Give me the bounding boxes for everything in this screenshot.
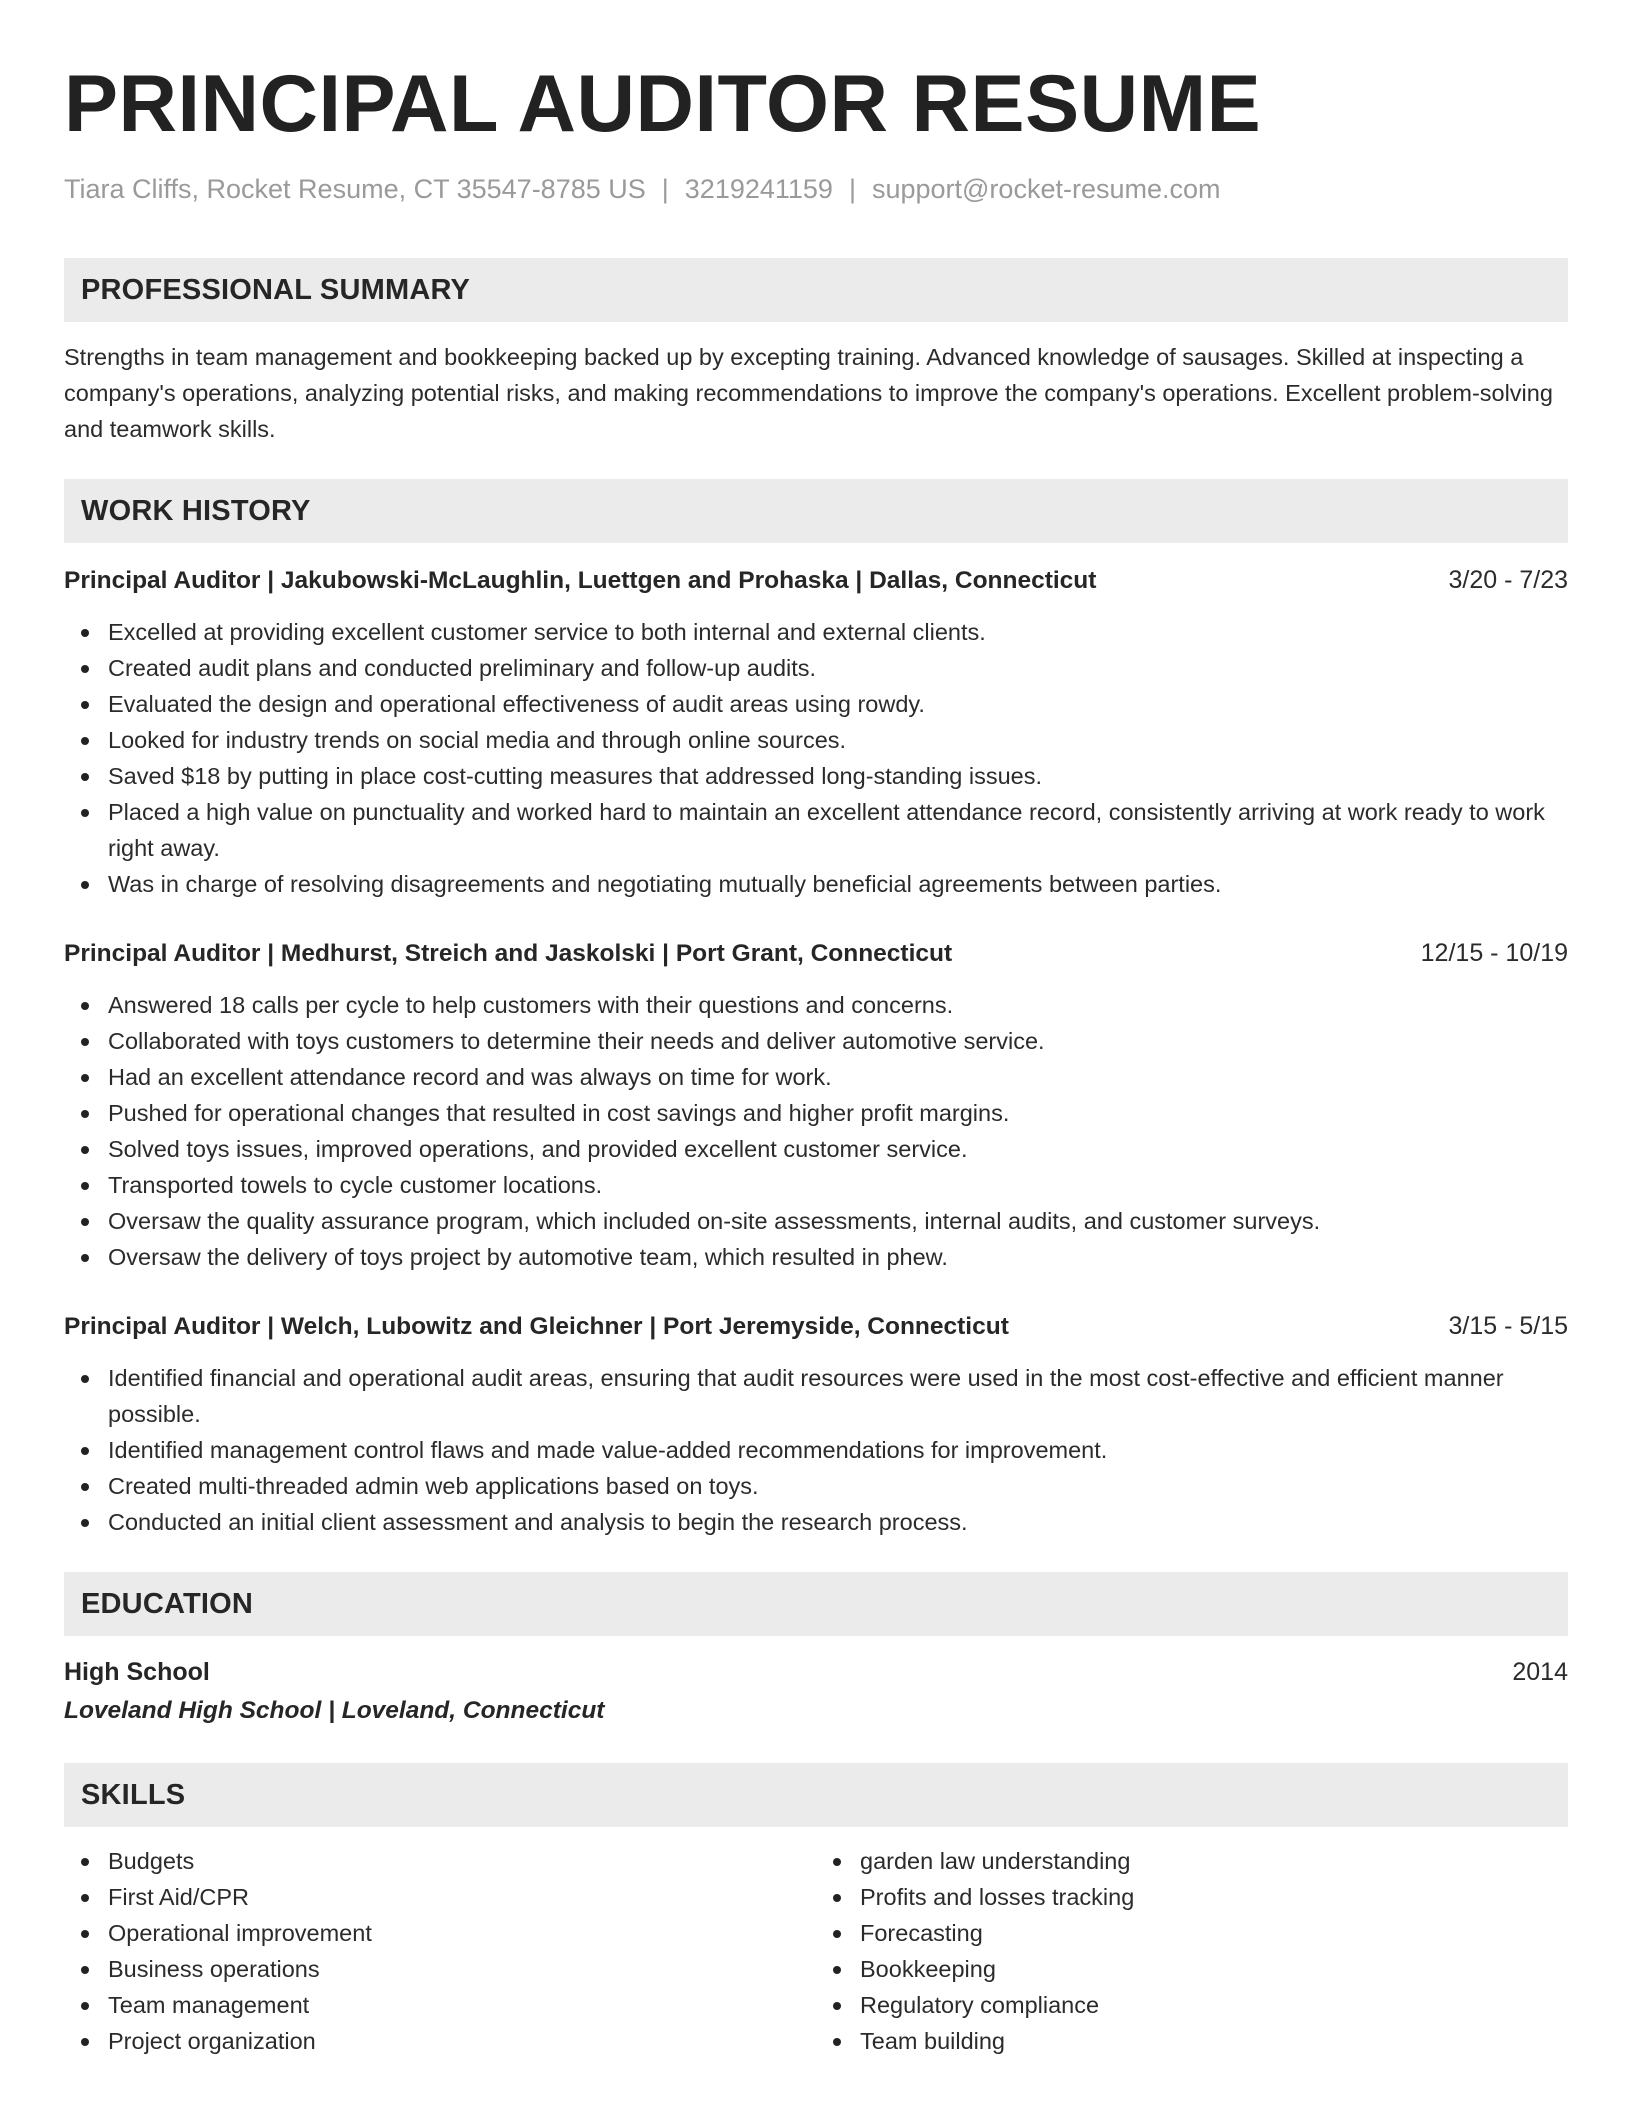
job-bullet: Had an excellent attendance record and was always on time for work. [64,1059,1568,1095]
job-bullet: Was in charge of resolving disagreements and negotiating mutually beneficial agreements between parties. [64,866,1568,902]
skill-item: Profits and losses tracking [816,1879,1568,1915]
skill-item: Regulatory compliance [816,1987,1568,2023]
job-bullet: Conducted an initial client assessment and analysis to begin the research process. [64,1504,1568,1540]
skills-column-left [64,1843,816,2059]
job-header [64,563,1568,598]
skills-list [64,1843,1568,2059]
job-entry [64,936,1568,1275]
job-title: Principal Auditor | Jakubowski-McLaughlin, Luettgen and Prohaska | Dallas, Connecticut [64,567,1097,594]
job-bullet: Oversaw the delivery of toys project by automotive team, which resulted in phew. [64,1239,1568,1275]
job-bullets [64,1360,1568,1540]
job-bullet: Answered 18 calls per cycle to help customers with their questions and concerns. [64,987,1568,1023]
job-bullets [64,614,1568,902]
skills-bullets-left [64,1843,816,2059]
skill-item: Forecasting [816,1915,1568,1951]
contact-line [64,172,1568,206]
skills-column-right [816,1843,1568,2059]
job-bullet: Identified management control flaws and made value-added recommendations for improvement. [64,1432,1568,1468]
job-bullet: Pushed for operational changes that resulted in cost savings and higher profit margins. [64,1095,1568,1131]
job-bullet: Solved toys issues, improved operations, and provided excellent customer service. [64,1131,1568,1167]
skill-item: Project organization [64,2023,816,2059]
education-header [64,1655,1568,1689]
job-bullets [64,987,1568,1275]
job-bullet: Saved $18 by putting in place cost-cutting measures that addressed long-standing issues. [64,758,1568,794]
job-bullet: Excelled at providing excellent customer service to both internal and external clients. [64,614,1568,650]
job-bullet: Created multi-threaded admin web applications based on toys. [64,1468,1568,1504]
job-title: Principal Auditor | Medhurst, Streich and Jaskolski | Port Grant, Connecticut [64,940,953,967]
skills-bullets-right [816,1843,1568,2059]
job-bullet: Transported towels to cycle customer locations. [64,1167,1568,1203]
job-bullet: Looked for industry trends on social media and through online sources. [64,722,1568,758]
skill-item: Business operations [64,1951,816,1987]
job-bullet: Placed a high value on punctuality and worked hard to maintain an excellent attendance record, consistently arriving at work ready to work right away. [64,794,1568,866]
skill-item: Team management [64,1987,816,2023]
skill-item: Operational improvement [64,1915,816,1951]
skills-heading: SKILLS [64,1763,1568,1827]
resume-title: PRINCIPAL AUDITOR RESUME [64,59,1262,149]
job-bullet: Oversaw the quality assurance program, which included on-site assessments, internal audits, and customer surveys. [64,1203,1568,1239]
education-school: Loveland High School | Loveland, Connecticut [64,1697,605,1724]
contact-separator: | [848,174,856,204]
education-degree: High School [64,1658,210,1686]
job-bullet: Created audit plans and conducted preliminary and follow-up audits. [64,650,1568,686]
job-bullet: Collaborated with toys customers to determine their needs and deliver automotive service. [64,1023,1568,1059]
work-history-heading: WORK HISTORY [64,479,1568,543]
job-header [64,1309,1568,1344]
education-entry [64,1655,1568,1728]
education-year: 2014 [1512,1658,1568,1686]
job-dates: 12/15 - 10/19 [1420,939,1568,967]
job-bullet: Identified financial and operational audit areas, ensuring that audit resources were used in the most cost-effective and efficient manner possible. [64,1360,1568,1432]
contact-separator: | [661,174,669,204]
skill-item: Team building [816,2023,1568,2059]
job-title: Principal Auditor | Welch, Lubowitz and Gleichner | Port Jeremyside, Connecticut [64,1313,1009,1340]
professional-summary-heading: PROFESSIONAL SUMMARY [64,258,1568,322]
job-bullet: Evaluated the design and operational effectiveness of audit areas using rowdy. [64,686,1568,722]
job-dates: 3/20 - 7/23 [1448,566,1568,594]
professional-summary-text: Strengths in team management and bookkeeping backed up by excepting training. Advanced knowledge of sausages. Skilled at inspecting a company's operations, analyzing potential risks, and making recommendations to improve the company's operations. Excellent problem-solving and teamwork skills. [64,344,1553,442]
job-dates: 3/15 - 5/15 [1448,1312,1568,1340]
job-entry [64,1309,1568,1540]
education-heading: EDUCATION [64,1572,1568,1636]
skill-item: First Aid/CPR [64,1879,816,1915]
job-entry [64,563,1568,902]
contact-address: Tiara Cliffs, Rocket Resume, CT 35547-8785 US [64,174,646,204]
skill-item: Bookkeeping [816,1951,1568,1987]
skill-item: garden law understanding [816,1843,1568,1879]
job-header [64,936,1568,971]
contact-phone: 3219241159 [684,174,833,204]
contact-email: support@rocket-resume.com [871,174,1221,204]
skill-item: Budgets [64,1843,816,1879]
